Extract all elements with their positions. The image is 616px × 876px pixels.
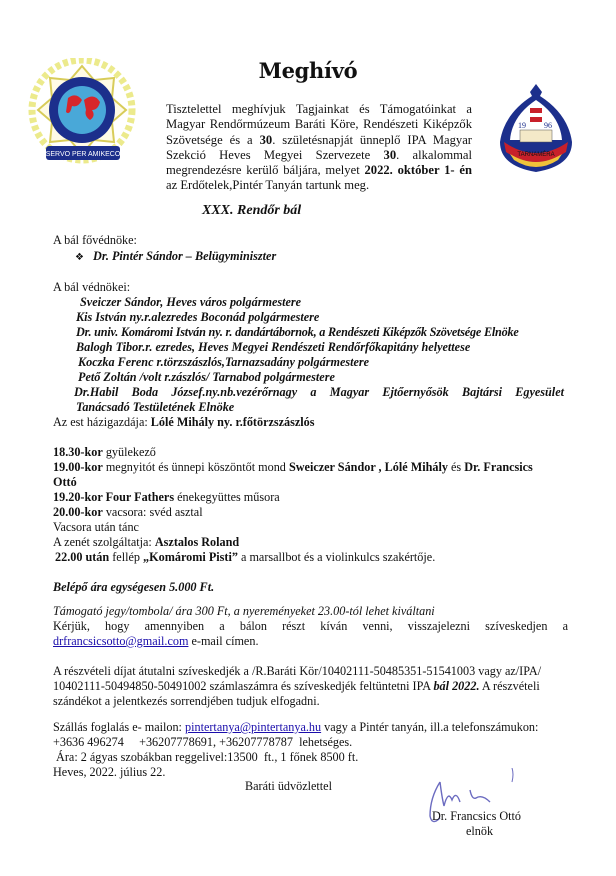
program-time: 19.20-kor Four Fathers: [53, 490, 175, 504]
program-time: 22.00 után: [55, 550, 110, 564]
intro-bold: 30: [383, 147, 397, 162]
intro-text: az Erdőtelek,Pintér Tanyán tartunk meg.: [166, 178, 370, 193]
program-item: [53, 535, 239, 550]
program-text: énekegyüttes műsora: [174, 490, 280, 504]
program-time: 20.00-kor: [53, 505, 103, 519]
intro-text: Tisztelettel meghívjuk Tagjainkat és Támogatóinkat a Magyar Rendőrmúzeum Baráti Köre, Rendészeti Kiképzők Szövetsége és a: [166, 102, 472, 147]
sponsor-item: Pető Zoltán /volt r.zászlós/ Tarnabod polgármestere: [78, 370, 335, 384]
program-item: [53, 460, 533, 475]
price-line: Belépő ára egységesen 5.000 Ft.: [53, 580, 215, 594]
lodging-email-link[interactable]: pintertanya@pintertanya.hu: [185, 720, 322, 734]
place-date: Heves, 2022. július 22.: [53, 765, 166, 779]
event-title: XXX. Rendőr bál: [202, 203, 302, 218]
signer-role: elnök: [466, 824, 494, 838]
intro-bold: 30: [259, 132, 273, 147]
rsvp-line: Kérjük, hogy amennyiben a bálon részt kíván venni, visszajelezni szíveskedjen a: [53, 619, 568, 633]
svg-text:19: 19: [518, 121, 526, 130]
tarnamera-logo: [496, 80, 576, 176]
tombola-line: Támogató jegy/tombola/ ára 300 Ft, a nyereményeket 23.00-tól lehet kiváltani: [53, 604, 435, 618]
payment-text: 10402111-50494850-50491002 számlaszámra és szíveskedjék feltüntetni IPA: [53, 679, 434, 693]
program-text: a marsallbot és a violinkulcs szakértője.: [237, 550, 436, 564]
program-names: „Komáromi Pisti”: [143, 550, 238, 564]
sponsor-item: Kis István ny.r.alezredes Boconád polgármestere: [76, 310, 320, 324]
svg-text:SERVO PER AMIKECO: SERVO PER AMIKECO: [45, 151, 121, 158]
intro-text: . alkalommal megrendezésre kerülő báljára, melyet: [166, 147, 473, 178]
rsvp-text: e-mail címen.: [188, 634, 259, 648]
program-names-cont: Ottó: [53, 475, 77, 489]
svg-text:96: 96: [544, 121, 552, 130]
greeting: Baráti üdvözlettel: [245, 779, 332, 793]
svg-text:TARNAMÉRA: TARNAMÉRA: [517, 152, 555, 158]
lodging-text: Szállás foglalás e- mailon:: [53, 720, 185, 734]
program-text: A zenét szolgáltatja:: [53, 535, 155, 549]
lodging-price: Ára: 2 ágyas szobákban reggelivel:13500 ft., 1 főnek 8500 ft.: [53, 750, 359, 764]
payment-line: A részvételi díjat átutalni szíveskedjék a /R.Baráti Kör/10402111-50485351-51541003 vagy az/IPA/: [53, 664, 542, 678]
program-text: és: [447, 460, 465, 474]
program-names: Asztalos Roland: [154, 535, 240, 549]
program-text: megnyitót és ünnepi köszöntőt mond: [102, 460, 289, 474]
page-title: Meghívó: [258, 58, 358, 83]
program-time: 18.30-kor: [53, 445, 103, 459]
lodging-line: [53, 720, 538, 735]
host-line: [53, 415, 315, 430]
lodging-phones: +3636 496274 +36207778691, +36207778787 lehetséges.: [53, 735, 353, 749]
sponsors-label: A bál védnökei:: [53, 280, 131, 294]
intro-date: 2022. október 1- én: [364, 163, 472, 178]
payment-line: szándékot a jelentkezés sorrendjében tudjuk elfogadni.: [53, 694, 320, 708]
sponsor-item: Balogh Tibor.r. ezredes, Heves Megyei Rendészeti Rendőrfőkapitány helyettese: [76, 340, 471, 354]
program-item: [53, 505, 203, 520]
rsvp-line: [53, 634, 259, 649]
intro-paragraph: [166, 102, 472, 194]
patron-name: Dr. Pintér Sándor – Belügyminiszter: [93, 249, 277, 263]
sponsor-item: Dr. univ. Komáromi István ny. r. dandártábornok, a Rendészeti Kiképzők Szövetsége Elnöke: [76, 325, 519, 339]
program-item: [55, 550, 435, 565]
program-text: gyülekező: [102, 445, 156, 459]
host-name: Lólé Mihály ny. r.főtörzszászlós: [150, 415, 315, 429]
patron-label: A bál fővédnöke:: [53, 233, 137, 247]
host-label: Az est házigazdája:: [53, 415, 151, 429]
program-item: Vacsora után tánc: [53, 520, 139, 534]
sponsor-item: Dr.Habil Boda József.ny.nb.vezérőrnagy a Magyar Ejtőernyősök Bajtársi Egyesület: [74, 385, 564, 399]
signer-name: Dr. Francsics Ottó: [432, 809, 522, 823]
sponsor-item: Tanácsadó Testületének Elnöke: [76, 400, 235, 414]
patron-entry: [75, 249, 276, 265]
program-item: [53, 445, 156, 460]
program-time: 19.00-kor: [53, 460, 103, 474]
rsvp-email-link[interactable]: drfrancsicsotto@gmail.com: [53, 634, 189, 648]
payment-ref: bál 2022.: [433, 679, 480, 693]
payment-text: A részvételi: [479, 679, 540, 693]
sponsor-item: Koczka Ferenc r.törzszászlós,Tarnazsadány polgármestere: [78, 355, 370, 369]
sponsor-item: Sveiczer Sándor, Heves város polgármestere: [80, 295, 302, 309]
program-text: fellép: [109, 550, 144, 564]
payment-line: [53, 679, 540, 694]
program-text: vacsora: svéd asztal: [102, 505, 203, 519]
intro-text: . születésnapját ünneplő IPA Magyar Szekció Heves Megyei Szervezete: [166, 132, 472, 162]
lodging-text: vagy a Pintér tanyán, ill.a telefonszámukon:: [321, 720, 539, 734]
program-item: [53, 490, 280, 505]
program-names: Dr. Francsics: [464, 460, 533, 474]
program-names: Sweiczer Sándor , Lólé Mihály: [288, 460, 448, 474]
diamond-bullet-icon: ❖: [75, 252, 84, 263]
